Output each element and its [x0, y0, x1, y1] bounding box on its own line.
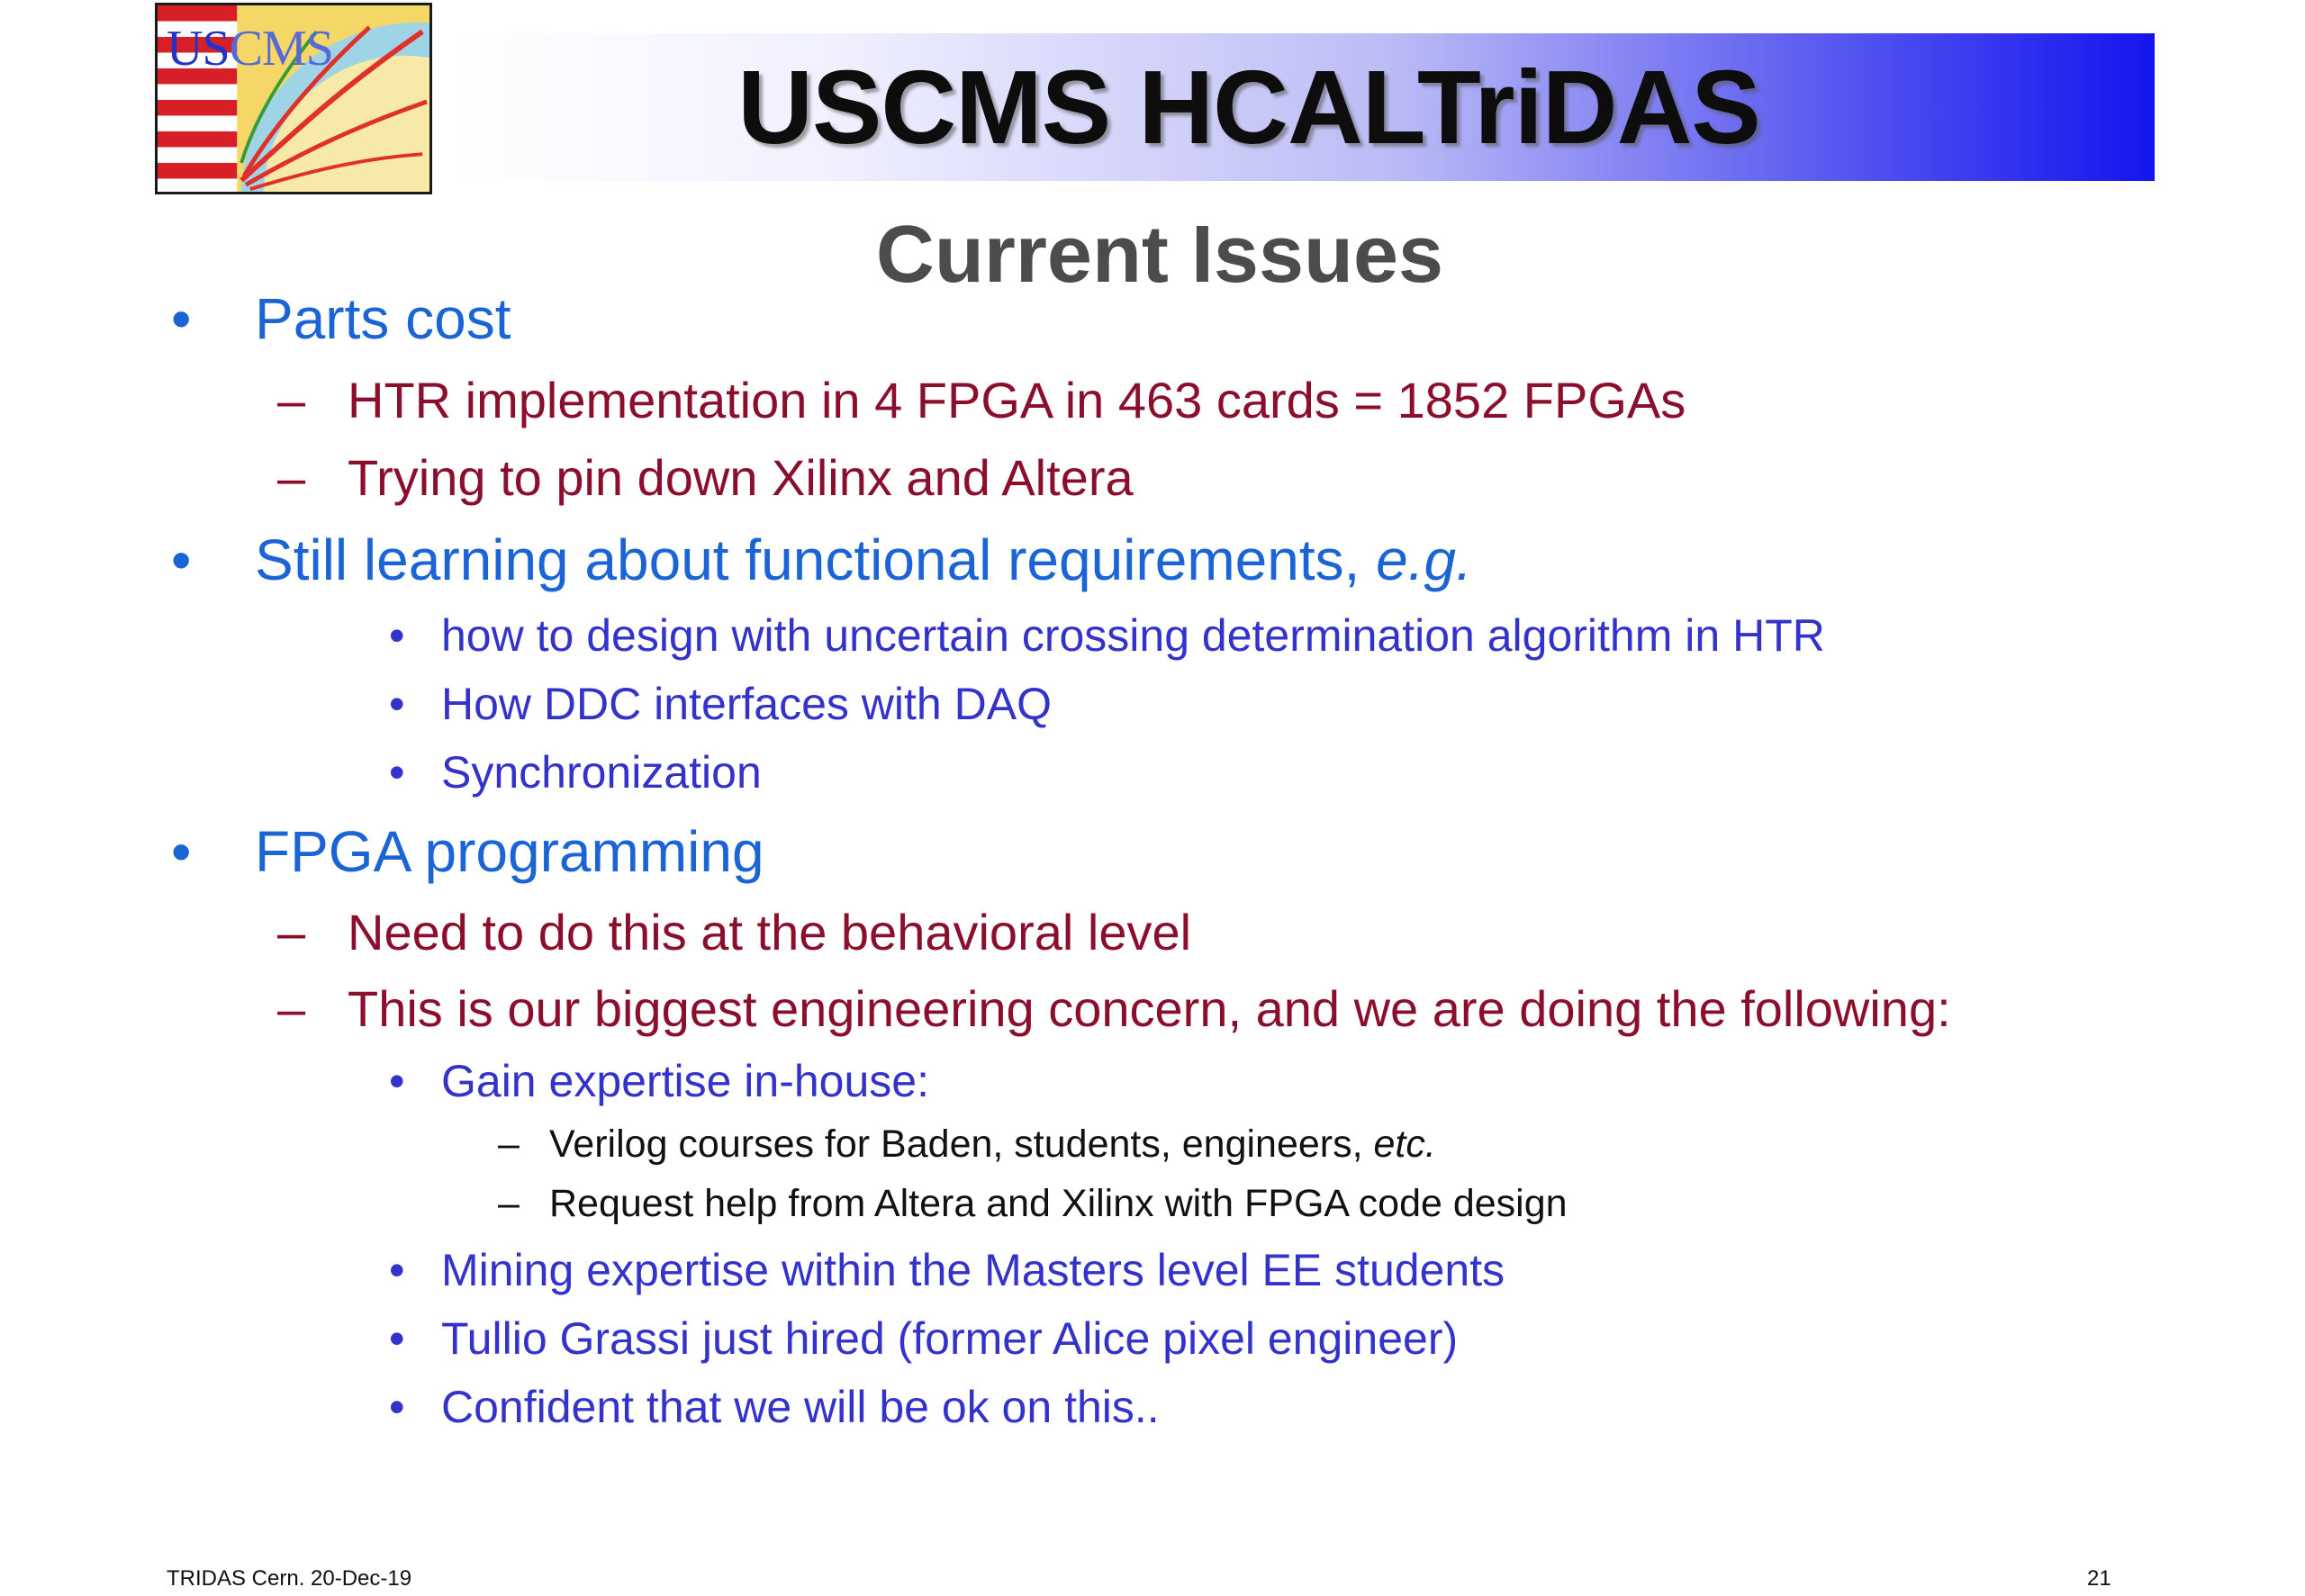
bullet-text-mining-expertise: Mining expertise within the Masters level EE students	[441, 1245, 1505, 1295]
bullet-text-request-help: Request help from Altera and Xilinx with FPGA code design	[549, 1182, 1568, 1225]
dash-marker: –	[277, 904, 306, 960]
bullet-marker: •	[389, 747, 405, 798]
bullet-text-htr: HTR implementation in 4 FPGA in 463 cards = 1852 FPGAs	[348, 372, 1686, 428]
bullet-text-verilog: Verilog courses for Baden, students, engineers, etc.	[549, 1123, 1436, 1166]
bullet-text-fpga-programming: FPGA programming	[255, 819, 764, 884]
bullet-marker: •	[389, 1245, 405, 1295]
slide-subtitle: Current Issues	[875, 210, 1444, 300]
bullet-marker: •	[389, 1056, 405, 1106]
bullet-marker: •	[389, 1382, 405, 1432]
bullet-text-crossing: how to design with uncertain crossing determination algorithm in HTR	[441, 610, 1825, 661]
uscms-logo	[155, 3, 432, 194]
bullet-text-engineering-concern: This is our biggest engineering concern, and we are doing the following:	[348, 980, 1951, 1037]
logo-text: USCMS	[167, 21, 333, 77]
dash-marker: –	[498, 1182, 520, 1225]
dash-marker: –	[277, 372, 306, 428]
bullet-text-still-learning: Still learning about functional requirements, e.g.	[255, 527, 1472, 592]
bullet-text-gain-expertise: Gain expertise in-house:	[441, 1056, 929, 1106]
bullet-text-ddc: How DDC interfaces with DAQ	[441, 679, 1052, 729]
bullet-text-confident: Confident that we will be ok on this..	[441, 1382, 1160, 1432]
bullet-marker: •	[389, 1313, 405, 1364]
dash-marker: –	[498, 1123, 520, 1166]
bullet-marker: •	[171, 819, 192, 884]
bullet-marker: •	[389, 679, 405, 729]
bullet-text-tullio-grassi: Tullio Grassi just hired (former Alice pixel engineer)	[441, 1313, 1459, 1364]
page-number: 21	[2087, 1566, 2111, 1591]
bullet-marker: •	[171, 527, 192, 592]
bullet-text-xilinx-altera: Trying to pin down Xilinx and Altera	[348, 449, 1134, 506]
bullet-marker: •	[389, 610, 405, 661]
bullet-text-behavioral: Need to do this at the behavioral level	[348, 904, 1192, 960]
bullet-marker: •	[171, 286, 192, 351]
dash-marker: –	[277, 449, 306, 506]
footer-text: TRIDAS Cern. 20-Dec-19	[167, 1566, 412, 1591]
bullet-text-synchronization: Synchronization	[441, 747, 762, 798]
slide-header-title: USCMS HCALTriDAS	[737, 49, 1760, 166]
bullet-text-parts-cost: Parts cost	[255, 286, 511, 351]
dash-marker: –	[277, 980, 306, 1037]
